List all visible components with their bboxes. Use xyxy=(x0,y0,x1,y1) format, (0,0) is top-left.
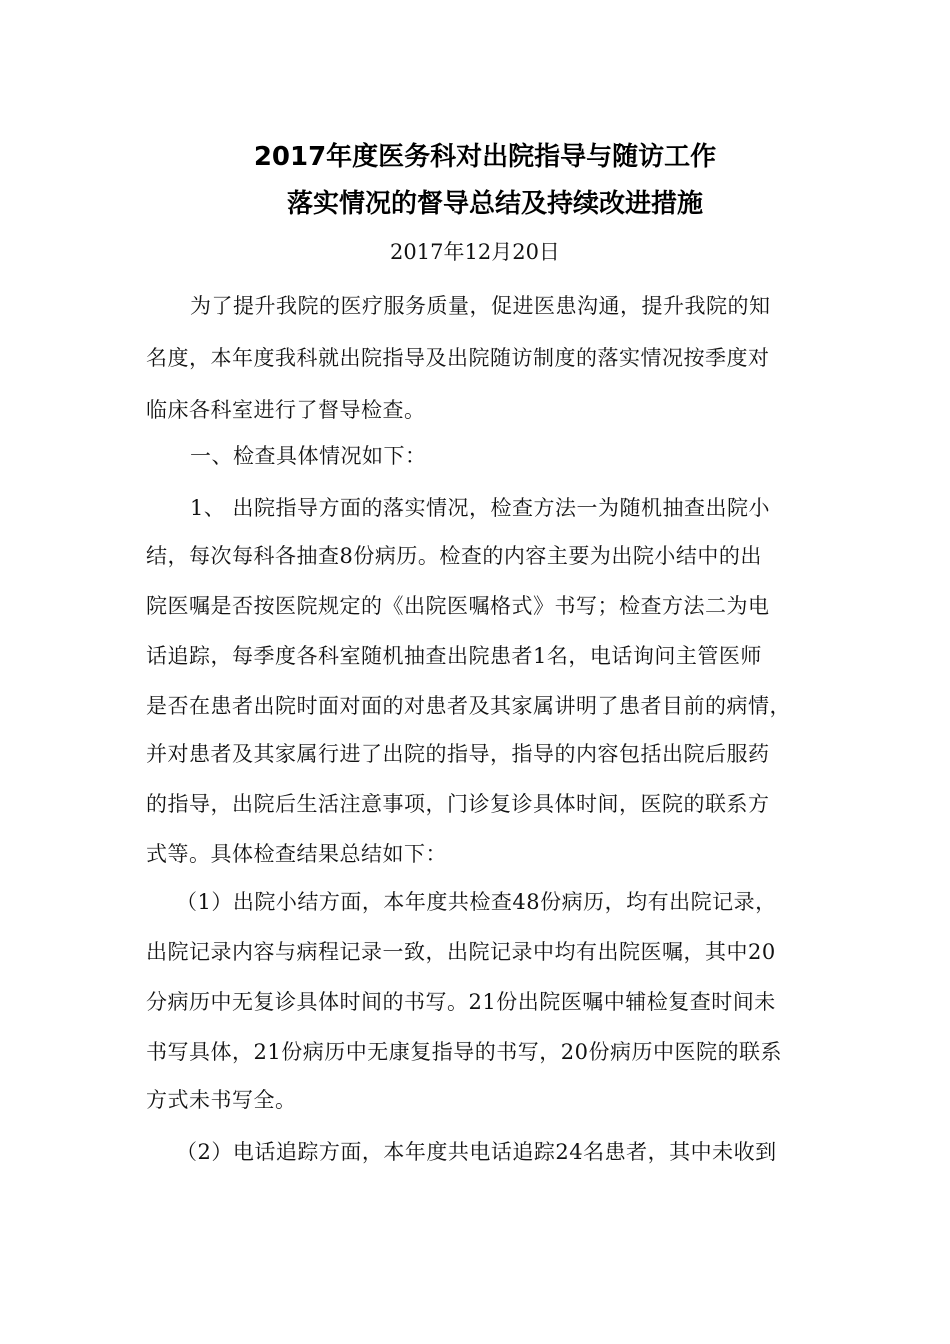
paragraph-line: 分病历中无复诊具体时间的书写。21份出院医嘱中辅检复查时间未 xyxy=(146,990,776,1014)
paragraph-line: 院医嘱是否按医院规定的《出院医嘱格式》书写；检查方法二为电 xyxy=(146,594,770,618)
paragraph-line: 的指导，出院后生活注意事项，门诊复诊具体时间，医院的联系方 xyxy=(146,792,770,816)
paragraph-line: 式等。具体检查结果总结如下： xyxy=(146,842,447,866)
paragraph-line: 1、 出院指导方面的落实情况，检查方法一为随机抽查出院小 xyxy=(190,496,771,520)
paragraph-line: 名度，本年度我科就出院指导及出院随访制度的落实情况按季度对 xyxy=(146,346,770,370)
document-title-line-1: 2017年度医务科对出院指导与随访工作 xyxy=(253,142,717,172)
paragraph-line: 书写具体，21份病历中无康复指导的书写，20份病历中医院的联系 xyxy=(146,1040,782,1064)
paragraph-line: 为了提升我院的医疗服务质量，促进医患沟通，提升我院的知 xyxy=(190,294,771,318)
paragraph-line: 方式未书写全。 xyxy=(146,1088,297,1112)
paragraph-line: （1）出院小结方面，本年度共检查48份病历，均有出院记录， xyxy=(176,890,777,914)
paragraph-line: 是否在患者出院时面对面的对患者及其家属讲明了患者目前的病情， xyxy=(146,694,791,718)
paragraph-line: 出院记录内容与病程记录一致，出院记录中均有出院医嘱，其中20 xyxy=(146,940,776,964)
document-title-line-2: 落实情况的督导总结及持续改进措施 xyxy=(286,189,703,219)
paragraph-line: 临床各科室进行了督导检查。 xyxy=(146,398,426,422)
paragraph-line: 话追踪，每季度各科室随机抽查出院患者1名，电话询问主管医师 xyxy=(146,644,762,668)
section-heading: 一、检查具体情况如下： xyxy=(190,444,427,468)
document-date: 2017年12月20日 xyxy=(390,240,560,264)
paragraph-line: （2）电话追踪方面，本年度共电话追踪24名患者，其中未收到 xyxy=(176,1140,777,1164)
paragraph-line: 结，每次每科各抽查8份病历。检查的内容主要为出院小结中的出 xyxy=(146,544,762,568)
paragraph-line: 并对患者及其家属行进了出院的指导，指导的内容包括出院后服药 xyxy=(146,742,770,766)
